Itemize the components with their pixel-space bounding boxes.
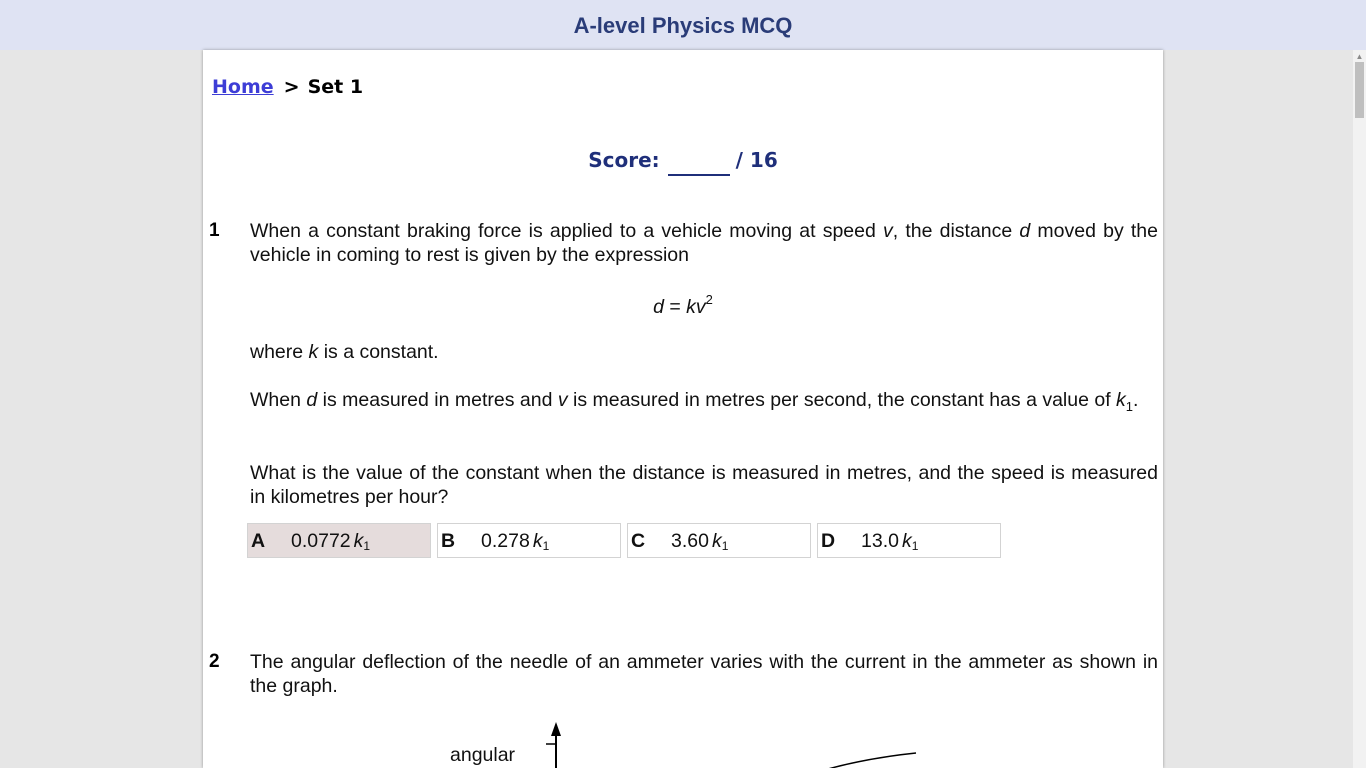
option-a[interactable]: A 0.0772 $k_1$ (247, 523, 431, 558)
app-title: A-level Physics MCQ (573, 13, 793, 38)
breadcrumb (212, 76, 363, 98)
scrollbar[interactable] (1353, 50, 1366, 768)
option-d[interactable]: D 13.0 $k_1$ (817, 523, 1001, 558)
content-panel (203, 50, 1163, 768)
graph-y-arrow (551, 722, 561, 736)
score-display (203, 148, 1163, 176)
question-2-stem: The angular deflection of the needle of an ammeter varies with the current in the ammeter as shown in the graph. (250, 651, 1158, 697)
question-1-units: When d is measured in metres and v is measured in metres per second, the constant has a value of $k_1$. (250, 389, 1139, 414)
question-2-number: 2 (209, 651, 220, 672)
scrollbar-thumb[interactable] (1355, 62, 1364, 118)
option-b[interactable]: B 0.278 $k_1$ (437, 523, 621, 558)
score-total: / 16 (735, 148, 778, 172)
breadcrumb-home-link[interactable]: Home (212, 76, 274, 98)
deflection-graph (443, 718, 923, 768)
breadcrumb-separator: > (283, 76, 300, 98)
question-1-prompt: What is the value of the constant when the distance is measured in metres, and the speed is measured in kilometres per hour? (250, 462, 1158, 508)
scroll-up-arrow-icon[interactable]: ▲ (1355, 52, 1364, 61)
question-1-where: where k is a constant. (250, 341, 439, 363)
question-1-equation: $d = kv^2$ (653, 292, 713, 318)
app-header (0, 0, 1366, 50)
score-label: Score: (588, 148, 660, 172)
question-1-stem (250, 219, 1158, 267)
question-1-intro: When a constant braking force is applied to a vehicle moving at speed v, the distance d moved by the vehicle in coming to rest is given by the expression (250, 220, 1158, 266)
graph-curve (828, 753, 916, 768)
score-blank (668, 154, 730, 176)
option-c[interactable]: C 3.60 $k_1$ (627, 523, 811, 558)
breadcrumb-current: Set 1 (307, 76, 364, 98)
question-1-number: 1 (209, 220, 220, 241)
graph-y-axis-label: angular (450, 744, 516, 766)
